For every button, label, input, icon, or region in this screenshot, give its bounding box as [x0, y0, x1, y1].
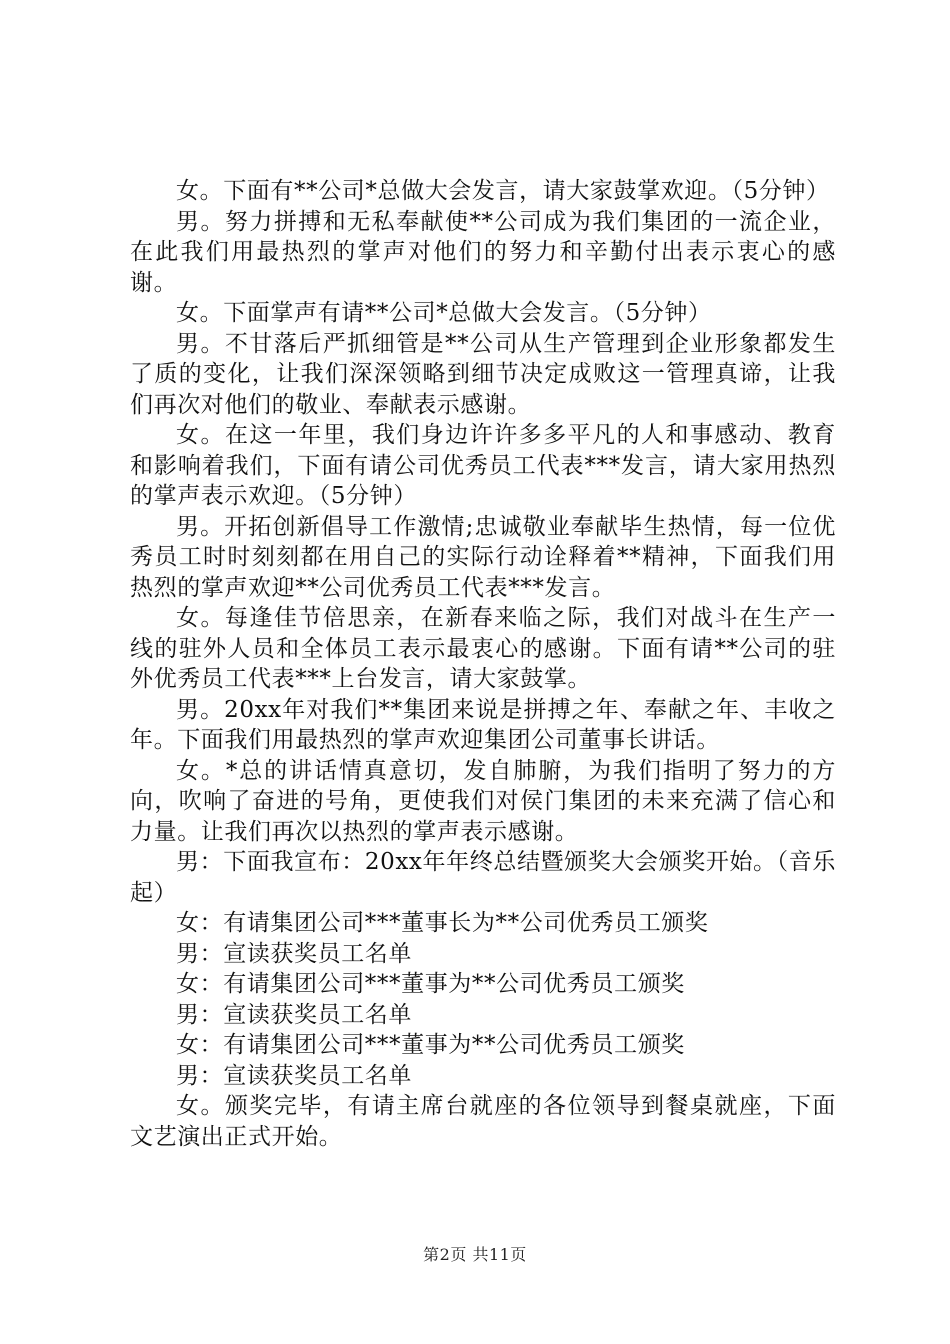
paragraph: 女。颁奖完毕，有请主席台就座的各位领导到餐桌就座，下面文艺演出正式开始。: [130, 1093, 836, 1150]
paragraph: 男：宣读获奖员工名单: [176, 1001, 412, 1028]
paragraph: 女。每逢佳节倍思亲，在新春来临之际，我们对战斗在生产一线的驻外人员和全体员工表示最衷心的感谢。下面有请**公司的驻外优秀员工代表***上台发言，请大家鼓掌。: [130, 605, 836, 692]
paragraph: 男。20xx年对我们**集团来说是拼搏之年、奉献之年、丰收之年。下面我们用最热烈的掌声欢迎集团公司董事长讲话。: [130, 696, 836, 753]
paragraph: 女：有请集团公司***董事长为**公司优秀员工颁奖: [176, 910, 709, 936]
paragraph: 男：宣读获奖员工名单: [176, 1062, 412, 1089]
paragraph: 女：有请集团公司***董事为**公司优秀员工颁奖: [176, 1032, 685, 1058]
paragraph: 男。开拓创新倡导工作激情;忠诚敬业奉献毕生热情，每一位优秀员工时时刻刻都在用自己的实际行动诠释着**精神，下面我们用热烈的掌声欢迎**公司优秀员工代表***发言。: [130, 513, 836, 601]
paragraph: 男。努力拼搏和无私奉献使**公司成为我们集团的一流企业，在此我们用最热烈的掌声对他们的努力和辛勤付出表示衷心的感谢。: [130, 208, 836, 296]
paragraph: 女。下面掌声有请**公司*总做大会发言。（5分钟）: [176, 300, 712, 326]
paragraph: 女。在这一年里，我们身边许许多多平凡的人和事感动、教育和影响着我们，下面有请公司优秀员工代表***发言，请大家用热烈的掌声表示欢迎。（5分钟）: [130, 422, 836, 509]
page-number-footer: 第2页 共11页: [423, 1245, 527, 1264]
paragraph: 男。不甘落后严抓细管是**公司从生产管理到企业形象都发生了质的变化，让我们深深领略到细节决定成败这一管理真谛，让我们再次对他们的敬业、奉献表示感谢。: [130, 330, 836, 418]
paragraph: 女：有请集团公司***董事为**公司优秀员工颁奖: [176, 971, 685, 997]
paragraph: 女。下面有**公司*总做大会发言，请大家鼓掌欢迎。（5分钟）: [176, 178, 830, 204]
paragraph: 男：宣读获奖员工名单: [176, 940, 412, 967]
paragraph: 女。*总的讲话情真意切，发自肺腑，为我们指明了努力的方向，吹响了奋进的号角，更使我们对侯门集团的未来充满了信心和力量。让我们再次以热烈的掌声表示感谢。: [130, 757, 836, 845]
paragraph: 男：下面我宣布：20xx年年终总结暨颁奖大会颁奖开始。（音乐起）: [130, 849, 836, 906]
document-body: [130, 176, 836, 1152]
